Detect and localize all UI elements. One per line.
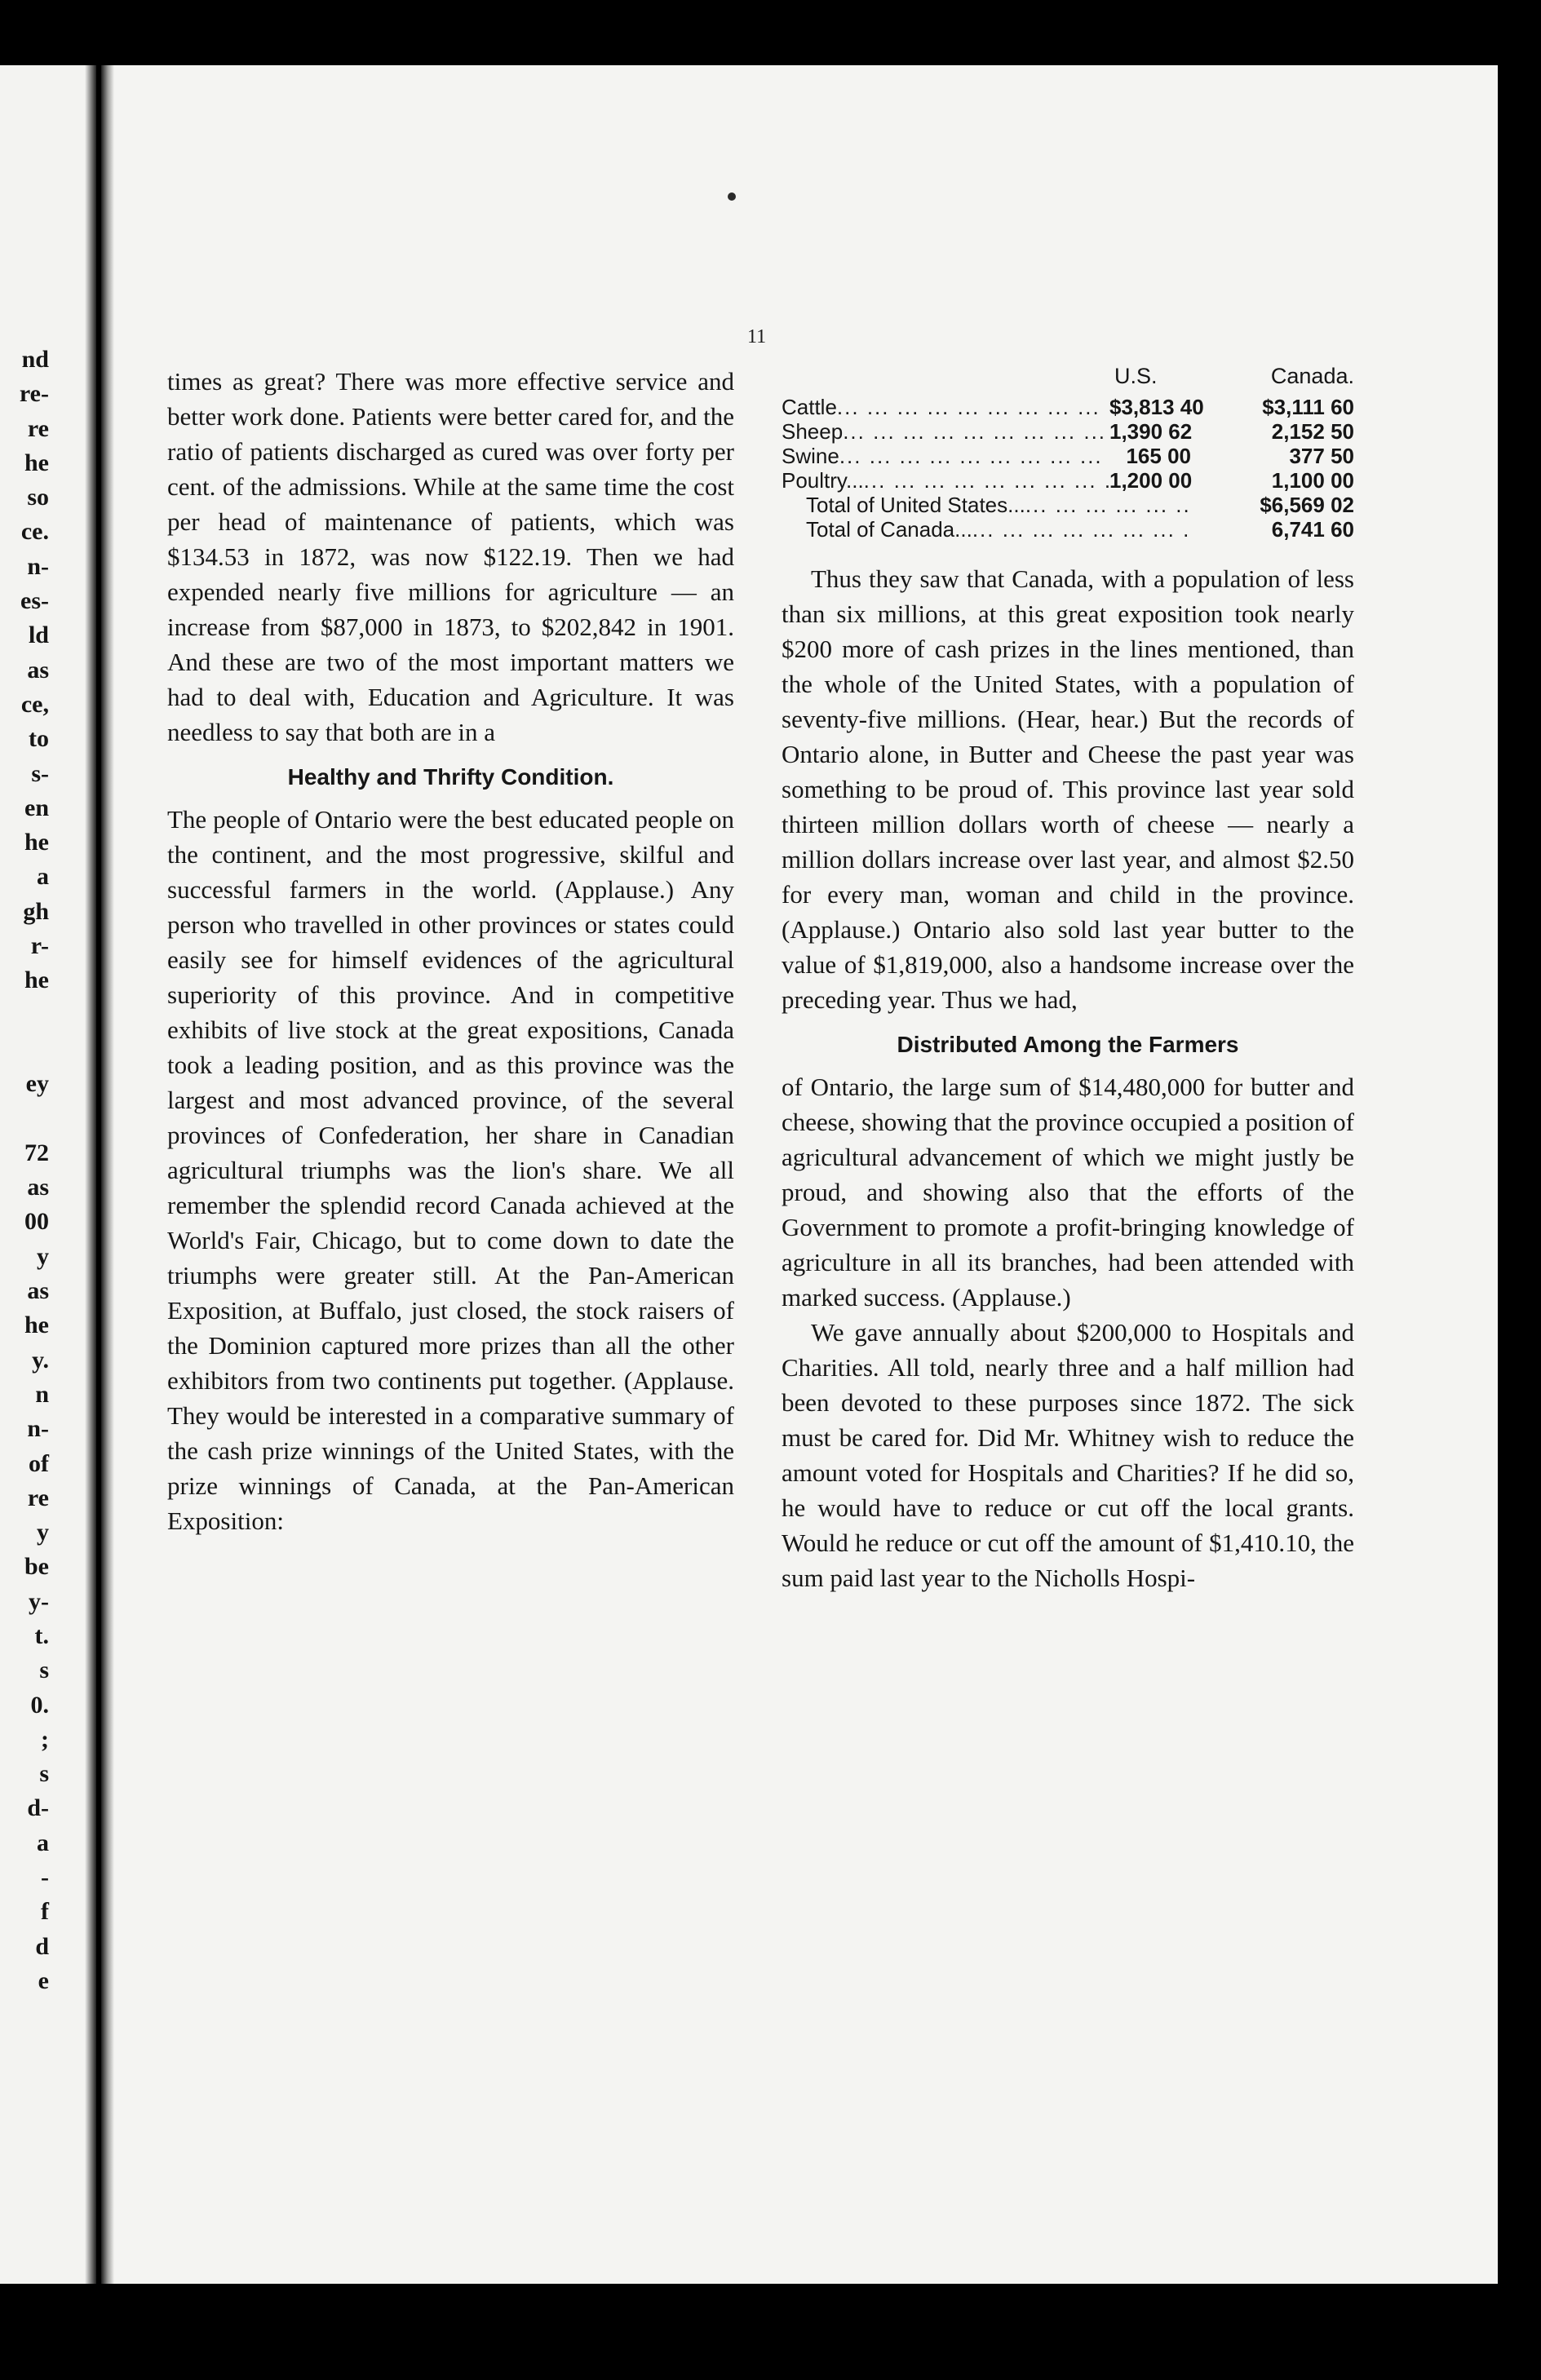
adjacent-fragment: d <box>35 1932 49 1960</box>
adjacent-page-edge <box>0 65 96 2284</box>
prize-table-header <box>782 359 1354 395</box>
adjacent-fragment: he <box>24 829 49 856</box>
adjacent-fragment: 00 <box>24 1208 49 1236</box>
canada-value: 377 50 <box>1289 444 1354 468</box>
adjacent-fragment <box>0 1102 49 1136</box>
page-number: 11 <box>747 326 767 347</box>
us-value: 165 00 <box>1126 444 1191 468</box>
adjacent-fragment: as <box>27 1277 49 1305</box>
adjacent-fragment: - <box>41 1864 49 1891</box>
adjacent-fragment: n <box>35 1380 49 1408</box>
leader-dots <box>843 419 1109 444</box>
total-us-value: $6,569 02 <box>1260 493 1354 517</box>
adjacent-fragment: 72 <box>24 1139 49 1166</box>
leader-dots <box>837 395 1109 419</box>
table-row-total-canada <box>782 517 1354 542</box>
us-value: $3,813 40 <box>1109 395 1204 419</box>
table-row <box>782 395 1354 419</box>
total-canada-label: Total of Canada... <box>806 517 972 542</box>
adjacent-fragment: y- <box>29 1587 49 1615</box>
left-paragraph-2: The people of Ontario were the best educated people on the continent, and the most progressive, skilful and successful farmers in the world. (Applause.) Any person who travelled in other provinces or states could easily see for himself evidences of the agricultural superiority of this province. And in competitive exhibits of live stock at the great expositions, Canada took a leading position, and as this province was the largest and most advanced province, of the several provinces of Confederation, her share in Canadian agricultural triumphs was the lion's share. We all remember the splendid record Canada achieved at the World's Fair, Chicago, but to come down to date the triumphs were greater still. At the Pan-American Exposition, at Buffalo, just closed, the stock raisers of the Dominion captured more prizes than all the other exhibitors from two continents put together. (Applause. They would be interested in a comparative summary of the cash prize winnings of the United States, with the prize winnings of Canada, at the Pan-American Exposition: <box>167 805 734 1535</box>
table-row <box>782 419 1354 444</box>
adjacent-fragment: ; <box>41 1725 49 1753</box>
adjacent-fragment: d- <box>27 1794 49 1822</box>
adjacent-fragment: ey <box>25 1070 49 1098</box>
binding-gutter <box>101 65 114 2284</box>
canada-value: $3,111 60 <box>1262 395 1354 419</box>
adjacent-fragment: a <box>37 863 49 891</box>
adjacent-fragment: e <box>38 1966 49 1994</box>
adjacent-fragment: y. <box>32 1346 49 1374</box>
total-canada-value: 6,741 60 <box>1271 517 1354 542</box>
ink-dot <box>728 192 736 201</box>
total-us-label: Total of United States... <box>806 493 1025 517</box>
adjacent-fragment: n- <box>27 1415 49 1443</box>
left-column <box>167 364 734 1538</box>
adjacent-fragment: to <box>29 725 49 753</box>
adjacent-fragment: s <box>39 1760 49 1788</box>
adjacent-page-text <box>0 343 49 1998</box>
row-label: Cattle <box>782 395 837 419</box>
adjacent-fragment: re- <box>19 380 49 408</box>
adjacent-fragment: re <box>27 414 49 442</box>
row-label: Sheep <box>782 419 844 444</box>
right-paragraph-3: We gave annually about $200,000 to Hospitals and Charities. All told, nearly three and a half million had been devoted to these purposes since 1872. The sick must be cared for. Did Mr. Whitney wish to reduce the amount voted for Hospitals and Charities? If he did so, he would have to reduce or cut off the local grants. Would he reduce or cut off the amount of $1,410.10, the sum paid last year to the Nicholls Hospi- <box>782 1318 1354 1592</box>
adjacent-fragment: y <box>37 1519 49 1546</box>
adjacent-fragment: he <box>24 449 49 476</box>
canada-value: 1,100 00 <box>1271 468 1354 493</box>
adjacent-fragment: as <box>27 1174 49 1201</box>
left-paragraph-1: times as great? There was more effective service and better work done. Patients were better cared for, and the ratio of patients discharged as cured was over forty per cent. of the admissions. While at the same time the cost per head of maintenance of patients, which was $134.53 in 1872, was now $122.19. Then we had expended nearly five millions for agriculture — an increase from $87,000 in 1873, to $202,842 in 1901. And these are two of the most important matters we had to deal with, Education and Agriculture. It was needless to say that both are in a <box>167 367 734 746</box>
adjacent-fragment: n- <box>27 552 49 580</box>
adjacent-fragment: y <box>37 1242 49 1270</box>
adjacent-fragment: ce. <box>20 518 49 546</box>
adjacent-fragment <box>0 998 49 1033</box>
right-paragraph-2: of Ontario, the large sum of $14,480,000 for butter and cheese, showing that the province occupied a position of agricultural advancement of which we might justly be proud, and showing also that the efforts of the Government to promote a profit-bringing knowledge of agriculture in all its branches, had been attended with marked success. (Applause.) <box>782 1073 1354 1312</box>
adjacent-fragment: nd <box>21 346 49 373</box>
adjacent-fragment: gh <box>23 897 49 925</box>
row-label: Poultry... <box>782 468 864 493</box>
adjacent-fragment: f <box>41 1898 49 1926</box>
section-heading-healthy: Healthy and Thrifty Condition. <box>287 764 614 790</box>
us-value: 1,200 00 <box>1109 468 1193 493</box>
adjacent-fragment: of <box>29 1449 49 1477</box>
column-header-canada: Canada. <box>1270 364 1354 388</box>
leader-dots <box>972 517 1191 542</box>
adjacent-fragment: r- <box>30 932 49 960</box>
us-value: 1,390 62 <box>1109 419 1193 444</box>
adjacent-fragment: ce, <box>20 690 49 718</box>
section-heading-distributed: Distributed Among the Farmers <box>897 1032 1239 1057</box>
adjacent-fragment: t. <box>34 1621 49 1649</box>
prize-table <box>782 395 1354 542</box>
leader-dots <box>1025 493 1191 517</box>
right-column <box>782 359 1354 1595</box>
adjacent-fragment: s- <box>31 759 49 787</box>
page-fold-shadow <box>85 65 96 2284</box>
adjacent-fragment: as <box>27 656 49 683</box>
adjacent-fragment <box>0 1033 49 1067</box>
table-row-total-us <box>782 493 1354 517</box>
column-header-us: U.S. <box>1114 364 1158 388</box>
adjacent-fragment: a <box>37 1829 49 1856</box>
table-row <box>782 468 1354 493</box>
adjacent-fragment: 0. <box>30 1691 49 1719</box>
adjacent-fragment: so <box>27 484 49 511</box>
leader-dots <box>864 468 1109 493</box>
adjacent-fragment: s <box>39 1657 49 1684</box>
leader-dots <box>839 444 1109 468</box>
right-paragraph-1: Thus they saw that Canada, with a population of less than six millions, at this great exposition took nearly $200 more of cash prizes in the lines mentioned, than the whole of the United States, with a population of seventy-five millions. (Hear, hear.) But the records of Ontario alone, in Butter and Cheese the past year was something to be proud of. This province last year sold thirteen million dollars worth of cheese — nearly a million dollars increase over last year, and almost $2.50 for every man, woman and child in the province. (Applause.) Ontario also sold last year butter to the value of $1,819,000, also a handsome increase over the preceding year. Thus we had, <box>782 564 1354 1014</box>
table-row <box>782 444 1354 468</box>
adjacent-fragment: en <box>24 794 49 821</box>
adjacent-fragment: es- <box>20 587 49 615</box>
adjacent-fragment: re <box>27 1484 49 1511</box>
adjacent-fragment: be <box>24 1553 49 1581</box>
adjacent-fragment: he <box>24 967 49 994</box>
row-label: Swine <box>782 444 839 468</box>
canada-value: 2,152 50 <box>1271 419 1354 444</box>
adjacent-fragment: ld <box>28 622 49 649</box>
adjacent-fragment: he <box>24 1312 49 1339</box>
